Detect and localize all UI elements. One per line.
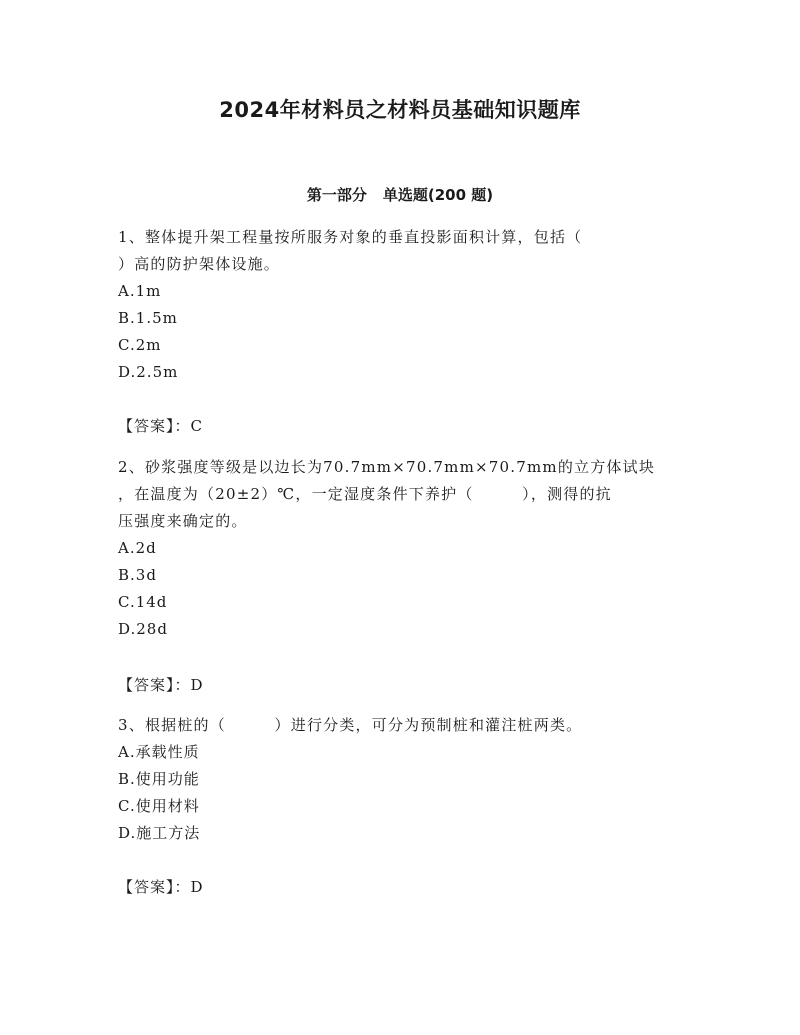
option-list bbox=[118, 739, 688, 847]
document-title: 2024年材料员之材料员基础知识题库 bbox=[219, 98, 581, 122]
answer-1: 【答案】：C bbox=[118, 417, 203, 435]
option-c: C.14d bbox=[118, 593, 168, 611]
question-stem bbox=[118, 454, 688, 535]
answer-2: 【答案】：D bbox=[118, 676, 204, 694]
question-3 bbox=[118, 712, 688, 847]
section-name-label: 单选题(200 题) bbox=[382, 186, 494, 204]
stem-line: ）高的防护架体设施。 bbox=[118, 255, 281, 273]
option-b: B.3d bbox=[118, 566, 157, 584]
section-part-label: 第一部分 bbox=[306, 186, 367, 204]
stem-line: 1、整体提升架工程量按所服务对象的垂直投影面积计算，包括（ bbox=[118, 228, 583, 246]
question-2 bbox=[118, 454, 688, 643]
option-a: A.1m bbox=[118, 282, 162, 300]
option-d: D.施工方法 bbox=[118, 824, 201, 842]
question-1 bbox=[118, 224, 688, 386]
option-list bbox=[118, 535, 688, 643]
answer-3: 【答案】：D bbox=[118, 878, 204, 896]
option-d: D.28d bbox=[118, 620, 168, 638]
option-c: C.使用材料 bbox=[118, 797, 200, 815]
question-stem bbox=[118, 224, 688, 278]
option-b: B.1.5m bbox=[118, 309, 178, 327]
section-heading bbox=[0, 184, 800, 205]
option-b: B.使用功能 bbox=[118, 770, 200, 788]
option-d: D.2.5m bbox=[118, 363, 179, 381]
option-a: A.2d bbox=[118, 539, 157, 557]
stem-line: 3、根据桩的（ ）进行分类，可分为预制桩和灌注桩两类。 bbox=[118, 716, 583, 734]
question-stem bbox=[118, 712, 688, 739]
option-list bbox=[118, 278, 688, 386]
option-a: A.承载性质 bbox=[118, 743, 200, 761]
stem-line: 压强度来确定的。 bbox=[118, 512, 248, 530]
stem-line: 2、砂浆强度等级是以边长为70.7mm×70.7mm×70.7mm的立方体试块 bbox=[118, 458, 656, 476]
option-c: C.2m bbox=[118, 336, 162, 354]
stem-line: ，在温度为（20±2）℃，一定湿度条件下养护（ ），测得的抗 bbox=[118, 485, 612, 503]
